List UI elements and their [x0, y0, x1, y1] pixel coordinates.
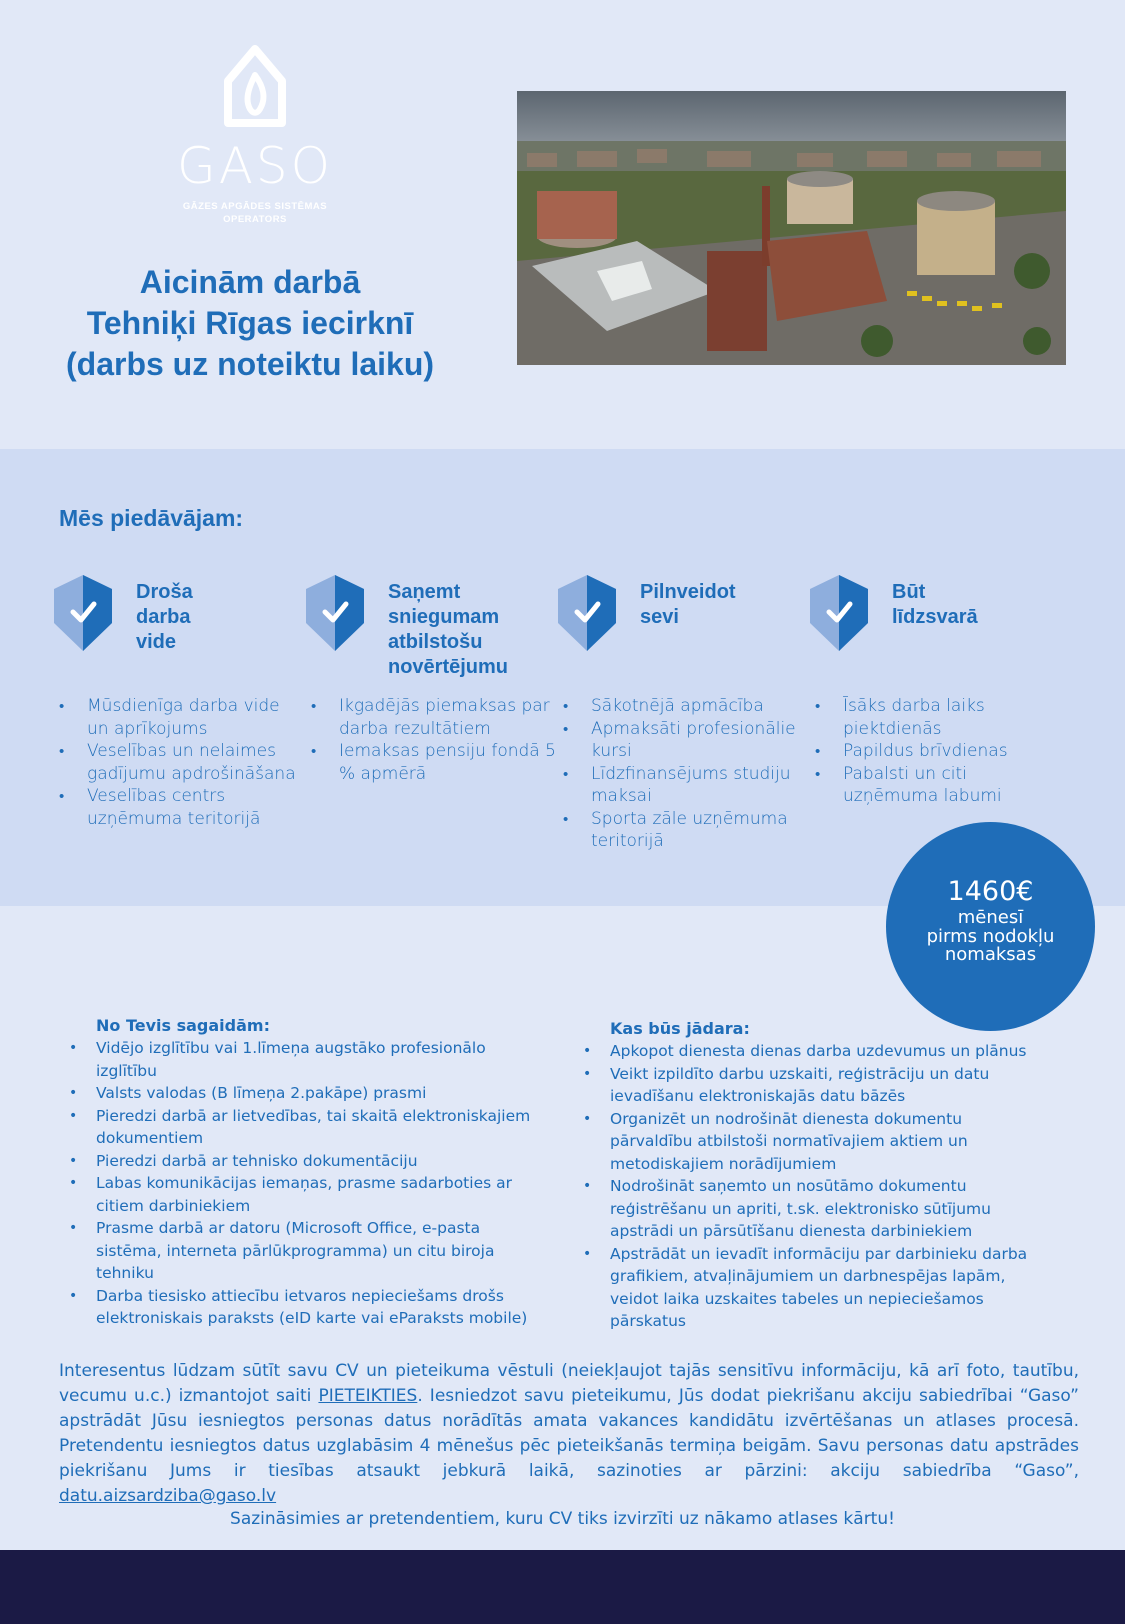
list-item: • Vidējo izglītību vai 1.līmeņa augstāko profesionālo izglītību: [68, 1037, 538, 1082]
notice-text-1: Interesentus lūdzam sūtīt savu CV un pieteikuma vēstuli (neiekļaujot tajās sensitīvu informāciju, kā arī foto, tautību, vecumu u.c.) izmantojot saiti: [59, 1361, 1079, 1406]
duties-title: Kas būs jādara:: [610, 1019, 750, 1038]
company-campus-photo: [517, 91, 1066, 365]
list-item: • Mūsdienīga darba vide un aprīkojums: [54, 695, 304, 740]
list-item: • Īsāks darba laiks piektdienās: [810, 695, 1060, 740]
list-item: • Nodrošināt saņemto un nosūtāmo dokumentu reģistrēšanu un apriti, t.sk. elektronisko sūtījumu apstrādi un pārsūtīšanu dienesta darbiniekiem: [582, 1175, 1042, 1243]
logo-subtitle: GĀZES APGĀDES SISTĒMAS OPERATORS: [182, 201, 328, 225]
shield-check-icon: [306, 575, 364, 651]
list-item: • Veikt izpildīto darbu uzskaiti, reģistrāciju un datu ievadīšanu elektroniskajās datu bāzēs: [582, 1063, 1042, 1108]
offer-column-title: [892, 580, 978, 630]
offer-column-title: [388, 580, 508, 680]
list-item: • Līdzfinansējums studiju maksai: [558, 763, 808, 808]
logo-wordmark: GASO: [176, 137, 334, 195]
title-line: sniegumam: [388, 606, 500, 628]
list-item: • Papildus brīvdienas: [810, 740, 1060, 763]
list-item: • Ikgadējās piemaksas par darba rezultātiem: [306, 695, 556, 740]
gaso-flame-logo-icon: [220, 45, 290, 135]
apply-link[interactable]: PIETEIKTIES: [318, 1386, 418, 1406]
privacy-email-link[interactable]: datu.aizsardziba@gaso.lv: [59, 1486, 277, 1506]
offer-column-safe-environment: [54, 575, 304, 829]
salary-badge: [886, 822, 1095, 1031]
offer-column-recognition: [306, 575, 556, 784]
salary-period: mēnesī: [957, 907, 1024, 928]
list-item: • Sporta zāle uzņēmuma teritorijā: [558, 808, 808, 853]
title-line: vide: [136, 631, 177, 653]
offer-list: [306, 695, 556, 785]
page-title: [30, 262, 470, 385]
title-line: Droša: [136, 581, 193, 603]
list-item: • Veselības un nelaimes gadījumu apdrošināšana: [54, 740, 304, 785]
list-item: • Apstrādāt un ievadīt informāciju par darbinieku darba grafikiem, atvaļinājumiem un darbnespējas lapām, veidot laika uzskaites tabeles un nepieciešamos pārskatus: [582, 1243, 1042, 1333]
offer-column-title: [136, 580, 193, 655]
closing-message: Sazināsimies ar pretendentiem, kuru CV tiks izvirzīti uz nākamo atlases kārtu!: [230, 1509, 895, 1529]
duties-section: [582, 1018, 1042, 1333]
title-line: novērtējumu: [388, 656, 509, 678]
list-item: • Veselības centrs uzņēmuma teritorijā: [54, 785, 304, 830]
footer-bar: [0, 1550, 1125, 1624]
list-item: • Organizēt un nodrošināt dienesta dokumentu pārvaldību atbilstoši normatīvajiem aktiem un metodiskajiem norādījumiem: [582, 1108, 1042, 1176]
list-item: • Pieredzi darbā ar lietvedības, tai skaitā elektroniskajiem dokumentiem: [68, 1105, 538, 1150]
list-item: • Darba tiesisko attiecību ietvaros nepieciešams drošs elektroniskais paraksts (eID karte vai eParaksts mobile): [68, 1285, 538, 1330]
requirements-title: No Tevis sagaidām:: [96, 1016, 270, 1035]
salary-amount: 1460€: [947, 876, 1034, 907]
title-line: Būt: [892, 581, 926, 603]
offer-column-balance: [810, 575, 1060, 806]
offer-title: Mēs piedāvājam:: [59, 505, 244, 531]
list-item: • Pabalsti un citi uzņēmuma labumi: [810, 763, 1060, 808]
title-line: Saņemt: [388, 581, 461, 603]
shield-check-icon: [54, 575, 112, 651]
offer-list: [810, 695, 1060, 808]
offer-list: [558, 695, 808, 853]
title-line: Pilnveidot: [640, 581, 736, 603]
salary-tax-note-2: nomaksas: [944, 944, 1037, 965]
offer-list: [54, 695, 304, 830]
list-item: • Prasme darbā ar datoru (Microsoft Office, e-pasta sistēma, interneta pārlūkprogramma) un citu biroja tehniku: [68, 1217, 538, 1285]
offer-column-development: [558, 575, 808, 851]
list-item: • Apmaksāti profesionālie kursi: [558, 718, 808, 763]
duties-list: [582, 1040, 1042, 1333]
title-line: sevi: [640, 606, 679, 628]
title-line: līdzsvarā: [892, 606, 978, 628]
offer-column-title: [640, 580, 736, 630]
application-notice: [59, 1359, 1079, 1509]
list-item: • Iemaksas pensiju fondā 5 % apmērā: [306, 740, 556, 785]
title-line: darba: [136, 606, 191, 628]
notice-text-2: . Iesniedzot savu pieteikumu, Jūs dodat piekrišanu akciju sabiedrībai “Gaso” apstrādāt Jūsu iesniegtos personas datus norādītās amata vakances kandidātu izvērtēšanas un atlases procesā. Pretendentu iesniegtos datus uzglabāsim 4 mēnešus pēc pieteikšanās termiņa beigām. Savu personas datu apstrādes piekrišanu Jums ir tiesības atsaukt jebkurā laikā, sazinoties ar pārzini: akciju sabiedrība “Gaso”,: [59, 1386, 1079, 1481]
title-line-2: Tehniķi Rīgas iecirknī: [86, 305, 414, 341]
requirements-section: [68, 1015, 538, 1330]
title-line-3: (darbs uz noteiktu laiku): [65, 346, 435, 382]
list-item: • Sākotnējā apmācība: [558, 695, 808, 718]
list-item: • Labas komunikācijas iemaņas, prasme sadarboties ar citiem darbiniekiem: [68, 1172, 538, 1217]
list-item: • Valsts valodas (B līmeņa 2.pakāpe) prasmi: [68, 1082, 538, 1105]
list-item: • Pieredzi darbā ar tehnisko dokumentāciju: [68, 1150, 538, 1173]
title-line: atbilstošu: [388, 631, 483, 653]
shield-check-icon: [558, 575, 616, 651]
requirements-list: [68, 1037, 538, 1330]
gaso-logo: [170, 45, 340, 226]
aerial-city-image: [517, 91, 1066, 365]
list-item: • Apkopot dienesta dienas darba uzdevumus un plānus: [582, 1040, 1042, 1063]
shield-check-icon: [810, 575, 868, 651]
salary-tax-note: pirms nodokļu: [926, 925, 1055, 947]
title-line-1: Aicinām darbā: [139, 264, 361, 300]
